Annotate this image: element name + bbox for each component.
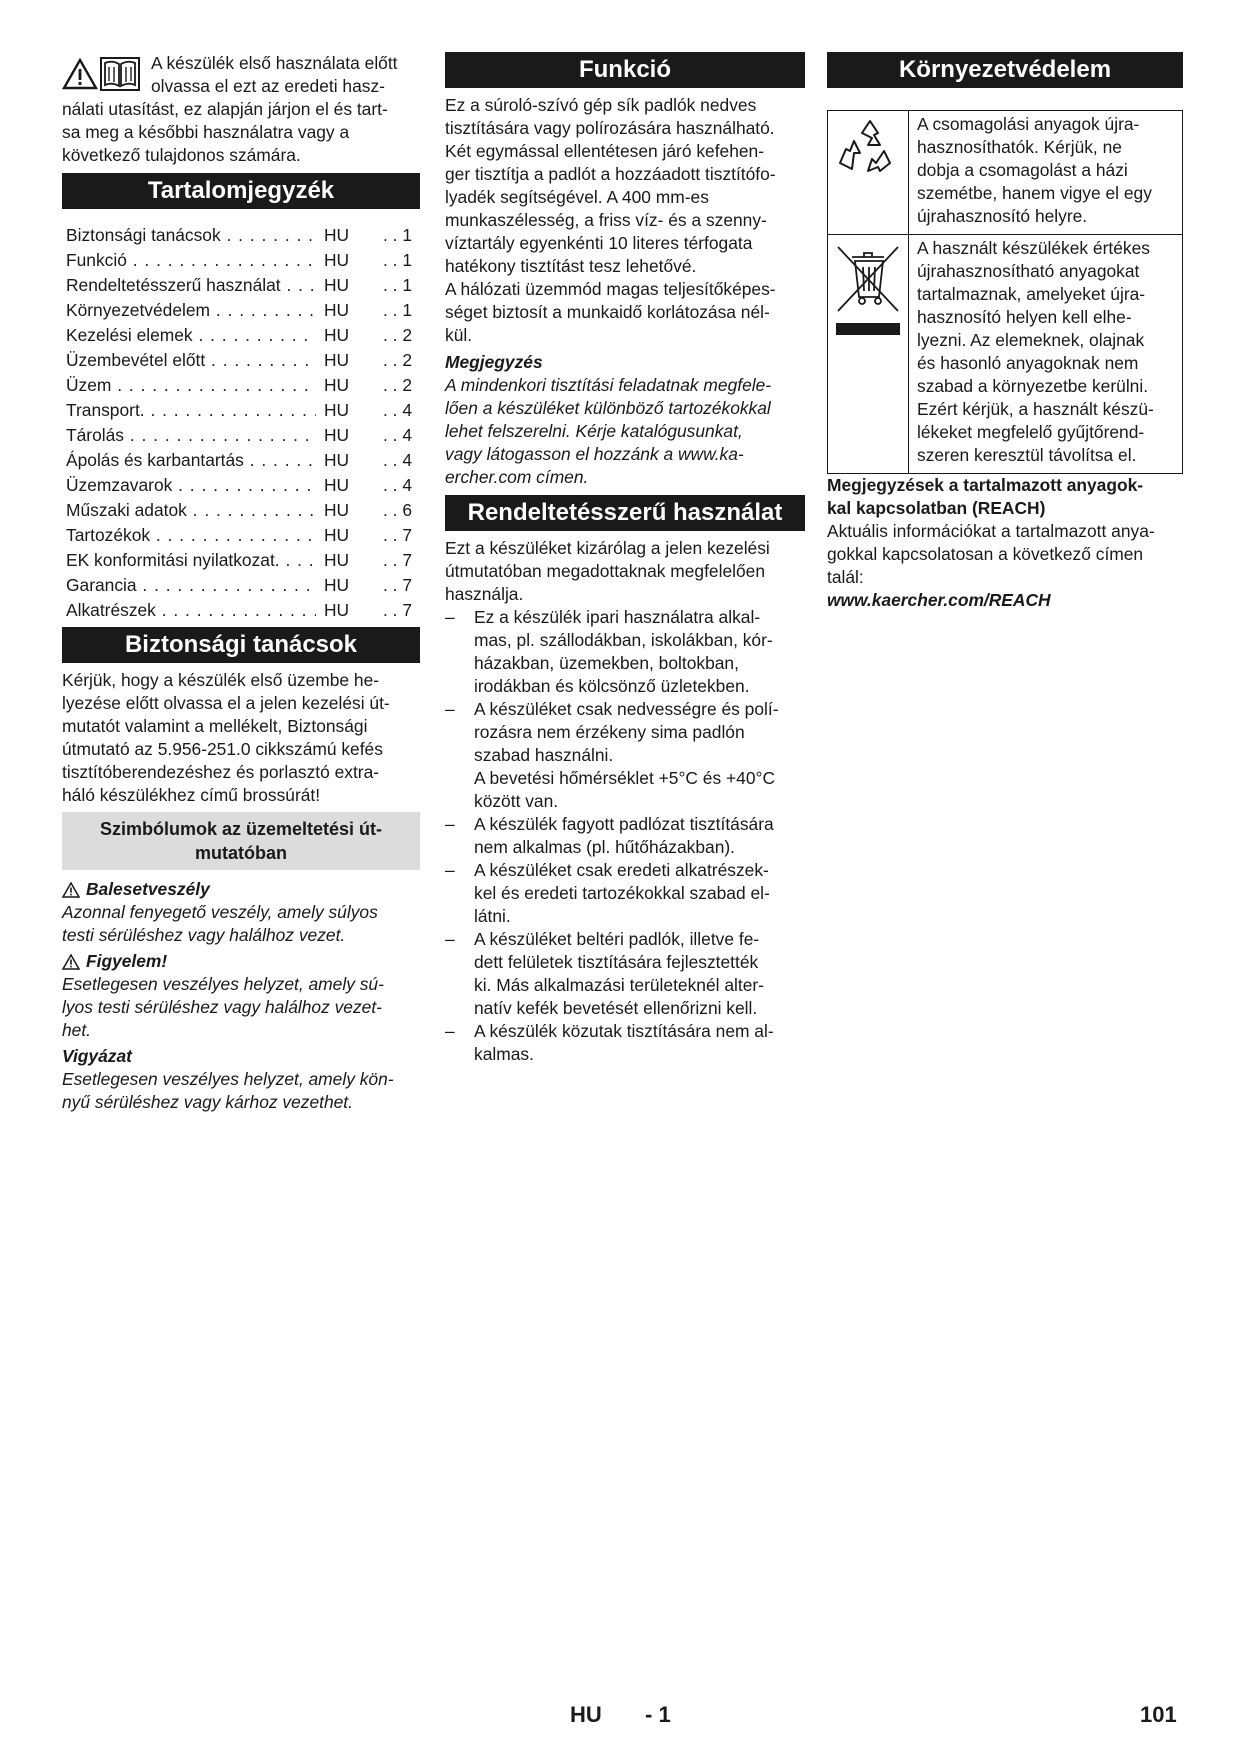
safety-heading: Biztonsági tanácsok (62, 627, 420, 663)
toc-row[interactable] (66, 323, 412, 348)
env-line: és hasonló anyagoknak nem (917, 353, 1139, 373)
intro-line-1: A készülék első használata előtt (151, 53, 398, 73)
toc-page: . . 6 (383, 500, 412, 520)
toc-heading: Tartalomjegyzék (62, 173, 420, 209)
toc-lang: HU (324, 250, 350, 270)
warning-line: lyos testi sérüléshez vagy halálhoz vezet- (62, 997, 382, 1017)
toc-row[interactable] (66, 498, 412, 523)
symbols-heading-line: mutatóban (195, 843, 287, 863)
footer-section: - 1 (645, 1702, 671, 1727)
toc-row[interactable] (66, 273, 412, 298)
reach-line: Aktuális információkat a tartalmazott anya- (827, 521, 1155, 541)
toc-page: . . 1 (383, 300, 412, 320)
env-line: tartalmaznak, amelyeket újra- (917, 284, 1146, 304)
safety-line: Kérjük, hogy a készülék első üzembe he- (62, 670, 380, 690)
toc-lang: HU (324, 325, 350, 345)
toc-lang: HU (324, 450, 350, 470)
toc-page: . . 2 (383, 325, 412, 345)
toc-row[interactable] (66, 448, 412, 473)
list-item-line: A bevetési hőmérséklet +5°C és +40°C (474, 768, 776, 788)
column-left (62, 52, 420, 1114)
toc-row[interactable] (66, 473, 412, 498)
danger-block (62, 878, 420, 947)
toc-page: . . 4 (383, 425, 412, 445)
function-heading: Funkció (445, 52, 805, 88)
toc-row[interactable] (66, 348, 412, 373)
note-line: vagy látogasson el hozzánk a www.ka- (445, 444, 744, 464)
warning-line: Esetlegesen veszélyes helyzet, amely sú- (62, 974, 384, 994)
function-note (445, 351, 805, 489)
toc-row[interactable] (66, 248, 412, 273)
toc-lang: HU (324, 525, 350, 545)
toc-lang: HU (324, 500, 350, 520)
reach-line: talál: (827, 567, 864, 587)
env-line: lyezni. Az elemeknek, olajnak (917, 330, 1145, 350)
function-line: A hálózati üzemmód magas teljesítőképes- (445, 279, 776, 299)
toc-lang: HU (324, 425, 350, 445)
intro-line-4: sa meg a későbbi használatra vagy a (62, 122, 350, 142)
intro-line-3: nálati utasítást, ez alapján járjon el és tart- (62, 99, 388, 119)
toc-title: EK konformitási nyilatkozat. . . . (66, 548, 316, 573)
reach-title-line: Megjegyzések a tartalmazott anyagok- (827, 475, 1144, 495)
toc-lang: HU (324, 300, 350, 320)
danger-line: Azonnal fenyegető veszély, amely súlyos (62, 902, 378, 922)
env-heading: Környezetvédelem (827, 52, 1183, 88)
env-line: szeren keresztül távolítsa el. (917, 445, 1137, 465)
reach-url[interactable]: www.kaercher.com/REACH (827, 590, 1051, 610)
intro-icons (62, 56, 142, 92)
toc-title: Funkció . . . (66, 248, 316, 273)
list-item-line: kel és eredeti tartozékokkal szabad el- (474, 883, 770, 903)
list-item-line: között van. (474, 791, 559, 811)
toc-title: Kezelési elemek . . . (66, 323, 316, 348)
footer-page-number: 101 (1140, 1702, 1177, 1727)
use-intro (445, 537, 805, 606)
env-line: lékeket megfelelő gyűjtőrend- (917, 422, 1145, 442)
table-of-contents (62, 223, 420, 623)
toc-lang: HU (324, 350, 350, 370)
safety-line: tisztítóberendezéshez és porlasztó extra- (62, 762, 380, 782)
toc-title: Műszaki adatok . . . (66, 498, 316, 523)
env-line: Ezért kérjük, a használt készü- (917, 399, 1154, 419)
toc-page: . . 1 (383, 225, 412, 245)
toc-title: Tárolás . . . (66, 423, 316, 448)
warning-triangle-icon (62, 954, 80, 970)
list-item-line: nem alkalmas (pl. hűtőházakban). (474, 837, 735, 857)
toc-title: Tartozékok . . . (66, 523, 316, 548)
note-line: A mindenkori tisztítási feladatnak megfele- (445, 375, 772, 395)
toc-row[interactable] (66, 523, 412, 548)
safety-line: mutatót valamint a mellékelt, Biztonsági (62, 716, 368, 736)
toc-title: Biztonsági tanácsok . . . (66, 223, 316, 248)
env-line: szemétbe, hanem vigye el egy (917, 183, 1152, 203)
list-item-line: – A készülék fagyott padlózat tisztítására (474, 814, 774, 834)
list-item (445, 859, 805, 928)
toc-lang: HU (324, 550, 350, 570)
toc-title: Üzemzavarok . . . (66, 473, 316, 498)
warning-triangle-icon (62, 882, 80, 898)
list-item-line: mas, pl. szállodákban, iskolákban, kór- (474, 630, 773, 650)
list-item-line: – A készüléket beltéri padlók, illetve fe- (474, 929, 760, 949)
env-icon-cell (828, 111, 909, 235)
intro-note (62, 52, 420, 167)
toc-row[interactable] (66, 223, 412, 248)
toc-page: . . 7 (383, 575, 412, 595)
list-item-line: ki. Más alkalmazási területeknél alter- (474, 975, 764, 995)
warning-triangle-icon (62, 58, 98, 90)
env-line: újrahasznosítható anyagokat (917, 261, 1140, 281)
env-text-cell (909, 235, 1183, 474)
column-right (827, 52, 1183, 612)
warning-title-text: Figyelem! (86, 951, 168, 971)
symbols-heading (62, 812, 420, 870)
danger-title (62, 878, 420, 901)
recycling-icon (828, 111, 908, 191)
toc-title: Üzem . . . (66, 373, 316, 398)
reach-title-line: kal kapcsolatban (REACH) (827, 498, 1046, 518)
function-line: ger tisztítja a padlót a hozzáadott tisztítófo- (445, 164, 776, 184)
caution-title: Vigyázat (62, 1046, 132, 1066)
function-line: Két egymással ellentétesen járó kefehen- (445, 141, 765, 161)
list-item (445, 1020, 805, 1066)
safety-line: háló készülékhez című brossúrát! (62, 785, 321, 805)
toc-row[interactable] (66, 548, 412, 573)
list-item (445, 698, 805, 813)
list-item-line: – A készüléket csak eredeti alkatrészek- (474, 860, 769, 880)
env-line: újrahasznosító helyre. (917, 206, 1088, 226)
function-text (445, 94, 805, 347)
env-text-cell (909, 111, 1183, 235)
toc-lang: HU (324, 475, 350, 495)
caution-block (62, 1045, 420, 1114)
toc-lang: HU (324, 275, 350, 295)
intro-line-2: olvassa el ezt az eredeti hasz- (151, 76, 385, 96)
toc-row[interactable] (66, 573, 412, 598)
list-item-line: kalmas. (474, 1044, 534, 1064)
reach-block (827, 474, 1183, 612)
toc-page: . . 4 (383, 450, 412, 470)
footer-lang: HU (570, 1702, 602, 1727)
toc-lang: HU (324, 225, 350, 245)
toc-page: . . 2 (383, 350, 412, 370)
toc-title: Környezetvédelem . . . (66, 298, 316, 323)
table-row (828, 235, 1183, 474)
function-line: víztartály egyenkénti 10 literes térfogata (445, 233, 753, 253)
env-line: hasznosító helyen kell elhe- (917, 307, 1132, 327)
toc-title: Garancia . . . (66, 573, 316, 598)
toc-page: . . 1 (383, 250, 412, 270)
env-line: dobja a csomagolást a házi (917, 160, 1128, 180)
toc-row[interactable] (66, 598, 412, 623)
note-line: lően a készüléket különböző tartozékokkal (445, 398, 771, 418)
toc-title: Rendeltetésszerű használat . . . (66, 273, 316, 298)
toc-page: . . 7 (383, 525, 412, 545)
list-item-line: – A készülék közutak tisztítására nem al- (474, 1021, 774, 1041)
env-table (827, 110, 1183, 474)
warning-line: het. (62, 1020, 92, 1040)
list-item-line: rozásra nem érzékeny sima padlón (474, 722, 745, 742)
danger-title-text: Balesetveszély (86, 879, 210, 899)
function-line: Ez a súroló-szívó gép sík padlók nedves (445, 95, 757, 115)
function-line: munkaszélesség, a friss víz- és a szenny- (445, 210, 767, 230)
caution-line: Esetlegesen veszélyes helyzet, amely kön- (62, 1069, 394, 1089)
list-item (445, 813, 805, 859)
manual-book-icon (100, 57, 140, 91)
toc-row[interactable] (66, 398, 412, 423)
toc-title: Transport. . . . (66, 398, 316, 423)
function-line: hatékony tisztítást tesz lehetővé. (445, 256, 697, 276)
note-line: lehet felszerelni. Kérje katalógusunkat, (445, 421, 743, 441)
note-title: Megjegyzés (445, 352, 543, 372)
reach-line: gokkal kapcsolatosan a következő címen (827, 544, 1144, 564)
env-icon-cell (828, 235, 909, 474)
function-line: kül. (445, 325, 473, 345)
toc-title: Alkatrészek . . . (66, 598, 316, 623)
use-intro-line: Ezt a készüléket kizárólag a jelen kezelési (445, 538, 770, 558)
warning-title (62, 950, 420, 973)
list-item-line: szabad használni. (474, 745, 614, 765)
list-item-line: – Ez a készülék ipari használatra alkal- (474, 607, 761, 627)
toc-title: Ápolás és karbantartás . . . (66, 448, 316, 473)
toc-page: . . 4 (383, 400, 412, 420)
toc-lang: HU (324, 375, 350, 395)
symbols-heading-line: Szimbólumok az üzemeltetési út- (99, 819, 383, 839)
toc-lang: HU (324, 575, 350, 595)
function-line: lyadék segítségével. A 400 mm-es (445, 187, 709, 207)
column-middle (445, 52, 805, 1066)
list-item-line: – A készüléket csak nedvességre és polí- (474, 699, 779, 719)
env-line: A csomagolási anyagok újra- (917, 114, 1140, 134)
list-item-line: házakban, üzemekben, boltokban, (474, 653, 739, 673)
danger-line: testi sérüléshez vagy halálhoz vezet. (62, 925, 346, 945)
toc-lang: HU (324, 400, 350, 420)
env-line: szabad a környezetbe kerülni. (917, 376, 1149, 396)
list-item-line: natív kefék bevetését ellenőrizni kell. (474, 998, 758, 1018)
list-item (445, 928, 805, 1020)
toc-page: . . 4 (383, 475, 412, 495)
toc-page: . . 2 (383, 375, 412, 395)
list-item-line: látni. (474, 906, 511, 926)
toc-row[interactable] (66, 373, 412, 398)
list-item-line: dett felületek tisztítására fejlesztették (474, 952, 759, 972)
toc-page: . . 7 (383, 550, 412, 570)
use-heading: Rendeltetésszerű használat (445, 495, 805, 531)
toc-page: . . 1 (383, 275, 412, 295)
toc-row[interactable] (66, 298, 412, 323)
list-item (445, 606, 805, 698)
safety-line: lyezése előtt olvassa el a jelen kezelési út- (62, 693, 390, 713)
note-line: ercher.com címen. (445, 467, 589, 487)
safety-text (62, 669, 420, 807)
toc-page: . . 7 (383, 600, 412, 620)
toc-row[interactable] (66, 423, 412, 448)
caution-line: nyű sérüléshez vagy kárhoz vezethet. (62, 1092, 353, 1112)
use-list (445, 606, 805, 1066)
env-line: A használt készülékek értékes (917, 238, 1150, 258)
toc-title: Üzembevétel előtt . . . (66, 348, 316, 373)
function-line: séget biztosít a munkaidő korlátozása nél- (445, 302, 770, 322)
toc-lang: HU (324, 600, 350, 620)
use-intro-line: útmutatóban megadottaknak megfelelően (445, 561, 766, 581)
safety-line: útmutató az 5.956-251.0 cikkszámú kefés (62, 739, 383, 759)
list-item-line: irodákban és kölcsönző üzletekben. (474, 676, 750, 696)
intro-line-5: következő tulajdonos számára. (62, 145, 301, 165)
warning-block (62, 950, 420, 1042)
function-line: tisztítására vagy polírozására használható. (445, 118, 775, 138)
table-row (828, 111, 1183, 235)
env-line: hasznosíthatók. Kérjük, ne (917, 137, 1122, 157)
use-intro-line: használja. (445, 584, 524, 604)
crossed-bin-icon (828, 235, 908, 339)
